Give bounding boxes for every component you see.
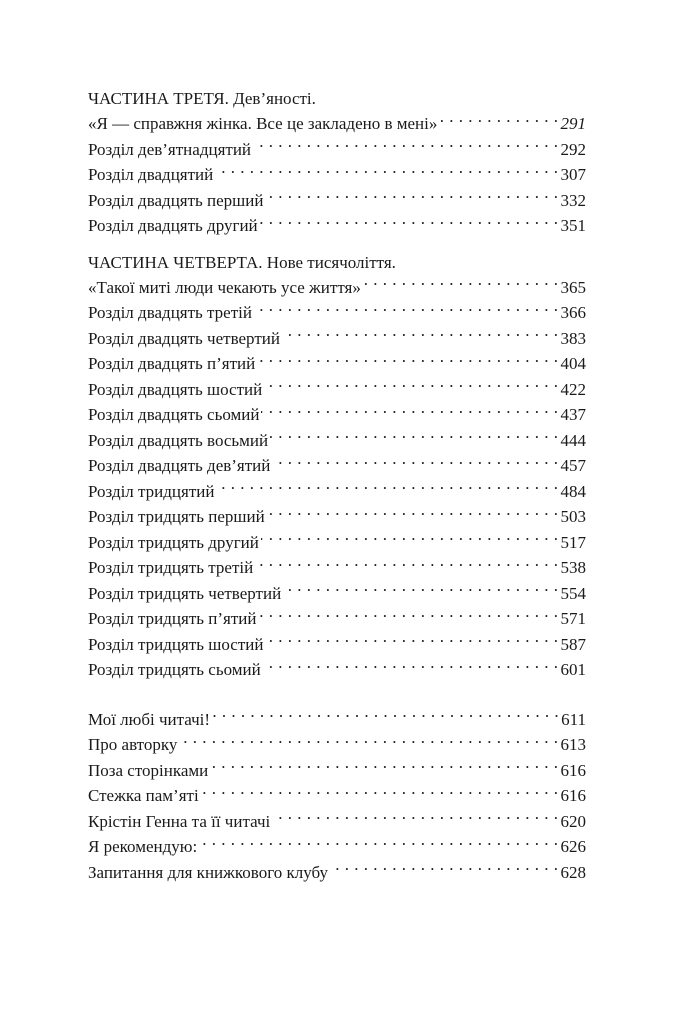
toc-entry [88, 137, 586, 163]
toc-entry-page-number: 365 [560, 277, 586, 297]
dot-leader [261, 531, 559, 548]
toc-entry-page-number: 611 [561, 709, 586, 729]
toc-entry-page-number: 616 [560, 760, 586, 780]
toc-entry [88, 351, 586, 377]
toc-entry-page-number: 620 [560, 811, 586, 831]
toc-entry [88, 632, 586, 658]
toc-entry-label: Розділ двадцять четвертий [88, 328, 280, 348]
toc-entry-page-number: 626 [560, 837, 586, 856]
toc-entry-label: Поза сторінками [88, 760, 209, 780]
toc-entry-page-number: 601 [560, 660, 586, 679]
toc-entry-page-number: 291 [560, 114, 586, 133]
toc-entry [88, 581, 586, 607]
dot-leader [254, 301, 559, 318]
toc-entry [88, 530, 586, 556]
toc-entry-page-number: 404 [560, 354, 586, 373]
toc-entry [88, 834, 586, 860]
toc-entry [88, 809, 586, 835]
toc-entry-page-number: 307 [560, 165, 586, 184]
dot-leader [212, 708, 559, 725]
toc-entry-page-number: 484 [560, 481, 586, 501]
toc-entry-page-number: 571 [560, 609, 586, 628]
dot-leader [263, 658, 559, 675]
toc-entry [88, 758, 586, 784]
toc-entry-label: Стежка пам’яті [88, 786, 199, 805]
toc-entry-label: Розділ тридцять другий [88, 532, 259, 552]
toc-entry [88, 188, 586, 214]
toc-entry-label: Розділ дев’ятнадцятий [88, 139, 252, 159]
toc-entry-page-number: 628 [560, 862, 586, 882]
toc-entry-page-number: 616 [560, 786, 586, 805]
toc-entry [88, 783, 586, 809]
toc-entry-label: Розділ тридцять п’ятий [88, 609, 257, 628]
dot-leader [363, 276, 559, 293]
toc-entry [88, 479, 586, 505]
dot-leader [253, 138, 558, 155]
dot-leader [215, 163, 558, 180]
toc-entry [88, 111, 586, 137]
extras-entries [88, 707, 586, 886]
toc-entry [88, 162, 586, 188]
toc-entry-label: Розділ тридцять четвертий [88, 583, 282, 603]
part-four-entries [88, 275, 586, 683]
toc-entry-page-number: 444 [560, 430, 586, 450]
dot-leader [265, 633, 558, 650]
dot-leader [258, 607, 558, 624]
dot-leader [264, 378, 558, 395]
dot-leader [283, 582, 558, 599]
toc-entry-label: Крістін Генна та її читачі [88, 811, 271, 831]
dot-leader [199, 835, 558, 852]
toc-entry-page-number: 503 [560, 507, 586, 526]
toc-entry-label: Розділ двадцять восьмий [88, 430, 269, 450]
dot-leader [255, 556, 558, 573]
toc-entry-label: Розділ двадцять другий [88, 216, 258, 235]
dot-leader [272, 454, 558, 471]
toc-entry [88, 428, 586, 454]
toc-entry-page-number: 437 [560, 405, 586, 424]
part-three-title: ЧАСТИНА ТРЕТЯ. Дев’яності. [88, 89, 316, 108]
toc-entry-page-number: 422 [560, 379, 586, 399]
dot-leader [201, 784, 559, 801]
toc-entry [88, 402, 586, 428]
dot-leader [272, 810, 558, 827]
toc-entry-label: Розділ тридцять сьомий [88, 660, 261, 679]
toc-entry-label: Розділ двадцять сьомий [88, 405, 260, 424]
toc-entry [88, 606, 586, 632]
toc-entry-page-number: 383 [560, 328, 586, 348]
dot-leader [210, 759, 558, 776]
toc-entry-label: Розділ тридцять перший [88, 507, 265, 526]
toc-entry-label: Розділ тридцятий [88, 481, 215, 501]
table-of-contents [88, 86, 586, 885]
toc-entry-label: Розділ тридцять шостий [88, 634, 264, 654]
part-four-title: ЧАСТИНА ЧЕТВЕРТА. Нове тисячоліття. [88, 252, 396, 272]
toc-entry [88, 707, 586, 733]
toc-entry-page-number: 517 [560, 532, 586, 552]
toc-entry [88, 300, 586, 326]
toc-entry-label: Розділ двадцять третій [88, 303, 252, 322]
toc-entry-label: Розділ двадцятий [88, 165, 214, 184]
dot-leader [282, 327, 559, 344]
dot-leader [260, 214, 559, 231]
toc-entry-label: «Я — справжня жінка. Все це закладено в мені» [88, 114, 438, 133]
toc-entry-page-number: 457 [560, 456, 586, 475]
dot-leader [257, 352, 558, 369]
toc-entry-label: Мої любі читачі! [88, 709, 211, 729]
toc-entry [88, 326, 586, 352]
toc-entry [88, 504, 586, 530]
toc-entry [88, 377, 586, 403]
toc-entry-label: Розділ двадцять п’ятий [88, 354, 256, 373]
toc-entry-label: Я рекомендую: [88, 837, 198, 856]
toc-entry-page-number: 613 [560, 735, 586, 754]
toc-entry-page-number: 332 [560, 190, 586, 210]
dot-leader [261, 403, 558, 420]
dot-leader [267, 505, 559, 522]
toc-entry [88, 555, 586, 581]
toc-entry-page-number: 351 [560, 216, 586, 235]
toc-entry-label: Про авторку [88, 735, 178, 754]
toc-entry-page-number: 366 [560, 303, 586, 322]
toc-entry-label: Запитання для книжкового клубу [88, 862, 329, 882]
toc-entry-page-number: 554 [560, 583, 586, 603]
toc-entry [88, 213, 586, 239]
toc-entry-label: Розділ двадцять дев’ятий [88, 456, 271, 475]
toc-entry [88, 275, 586, 301]
dot-leader [439, 112, 558, 129]
toc-entry-page-number: 538 [560, 558, 586, 577]
dot-leader [179, 733, 558, 750]
dot-leader [265, 189, 558, 206]
dot-leader [270, 429, 558, 446]
toc-entry [88, 657, 586, 683]
toc-entry [88, 860, 586, 886]
toc-entry-label: Розділ двадцять шостий [88, 379, 263, 399]
toc-entry-page-number: 587 [560, 634, 586, 654]
toc-entry [88, 732, 586, 758]
toc-entry-label: Розділ тридцять третій [88, 558, 254, 577]
dot-leader [216, 480, 558, 497]
dot-leader [330, 861, 558, 878]
toc-entry [88, 453, 586, 479]
toc-entry-label: «Такої миті люди чекають усе життя» [88, 277, 361, 297]
part-three-entries [88, 111, 586, 239]
toc-entry-page-number: 292 [560, 139, 586, 159]
toc-entry-label: Розділ двадцять перший [88, 190, 264, 210]
